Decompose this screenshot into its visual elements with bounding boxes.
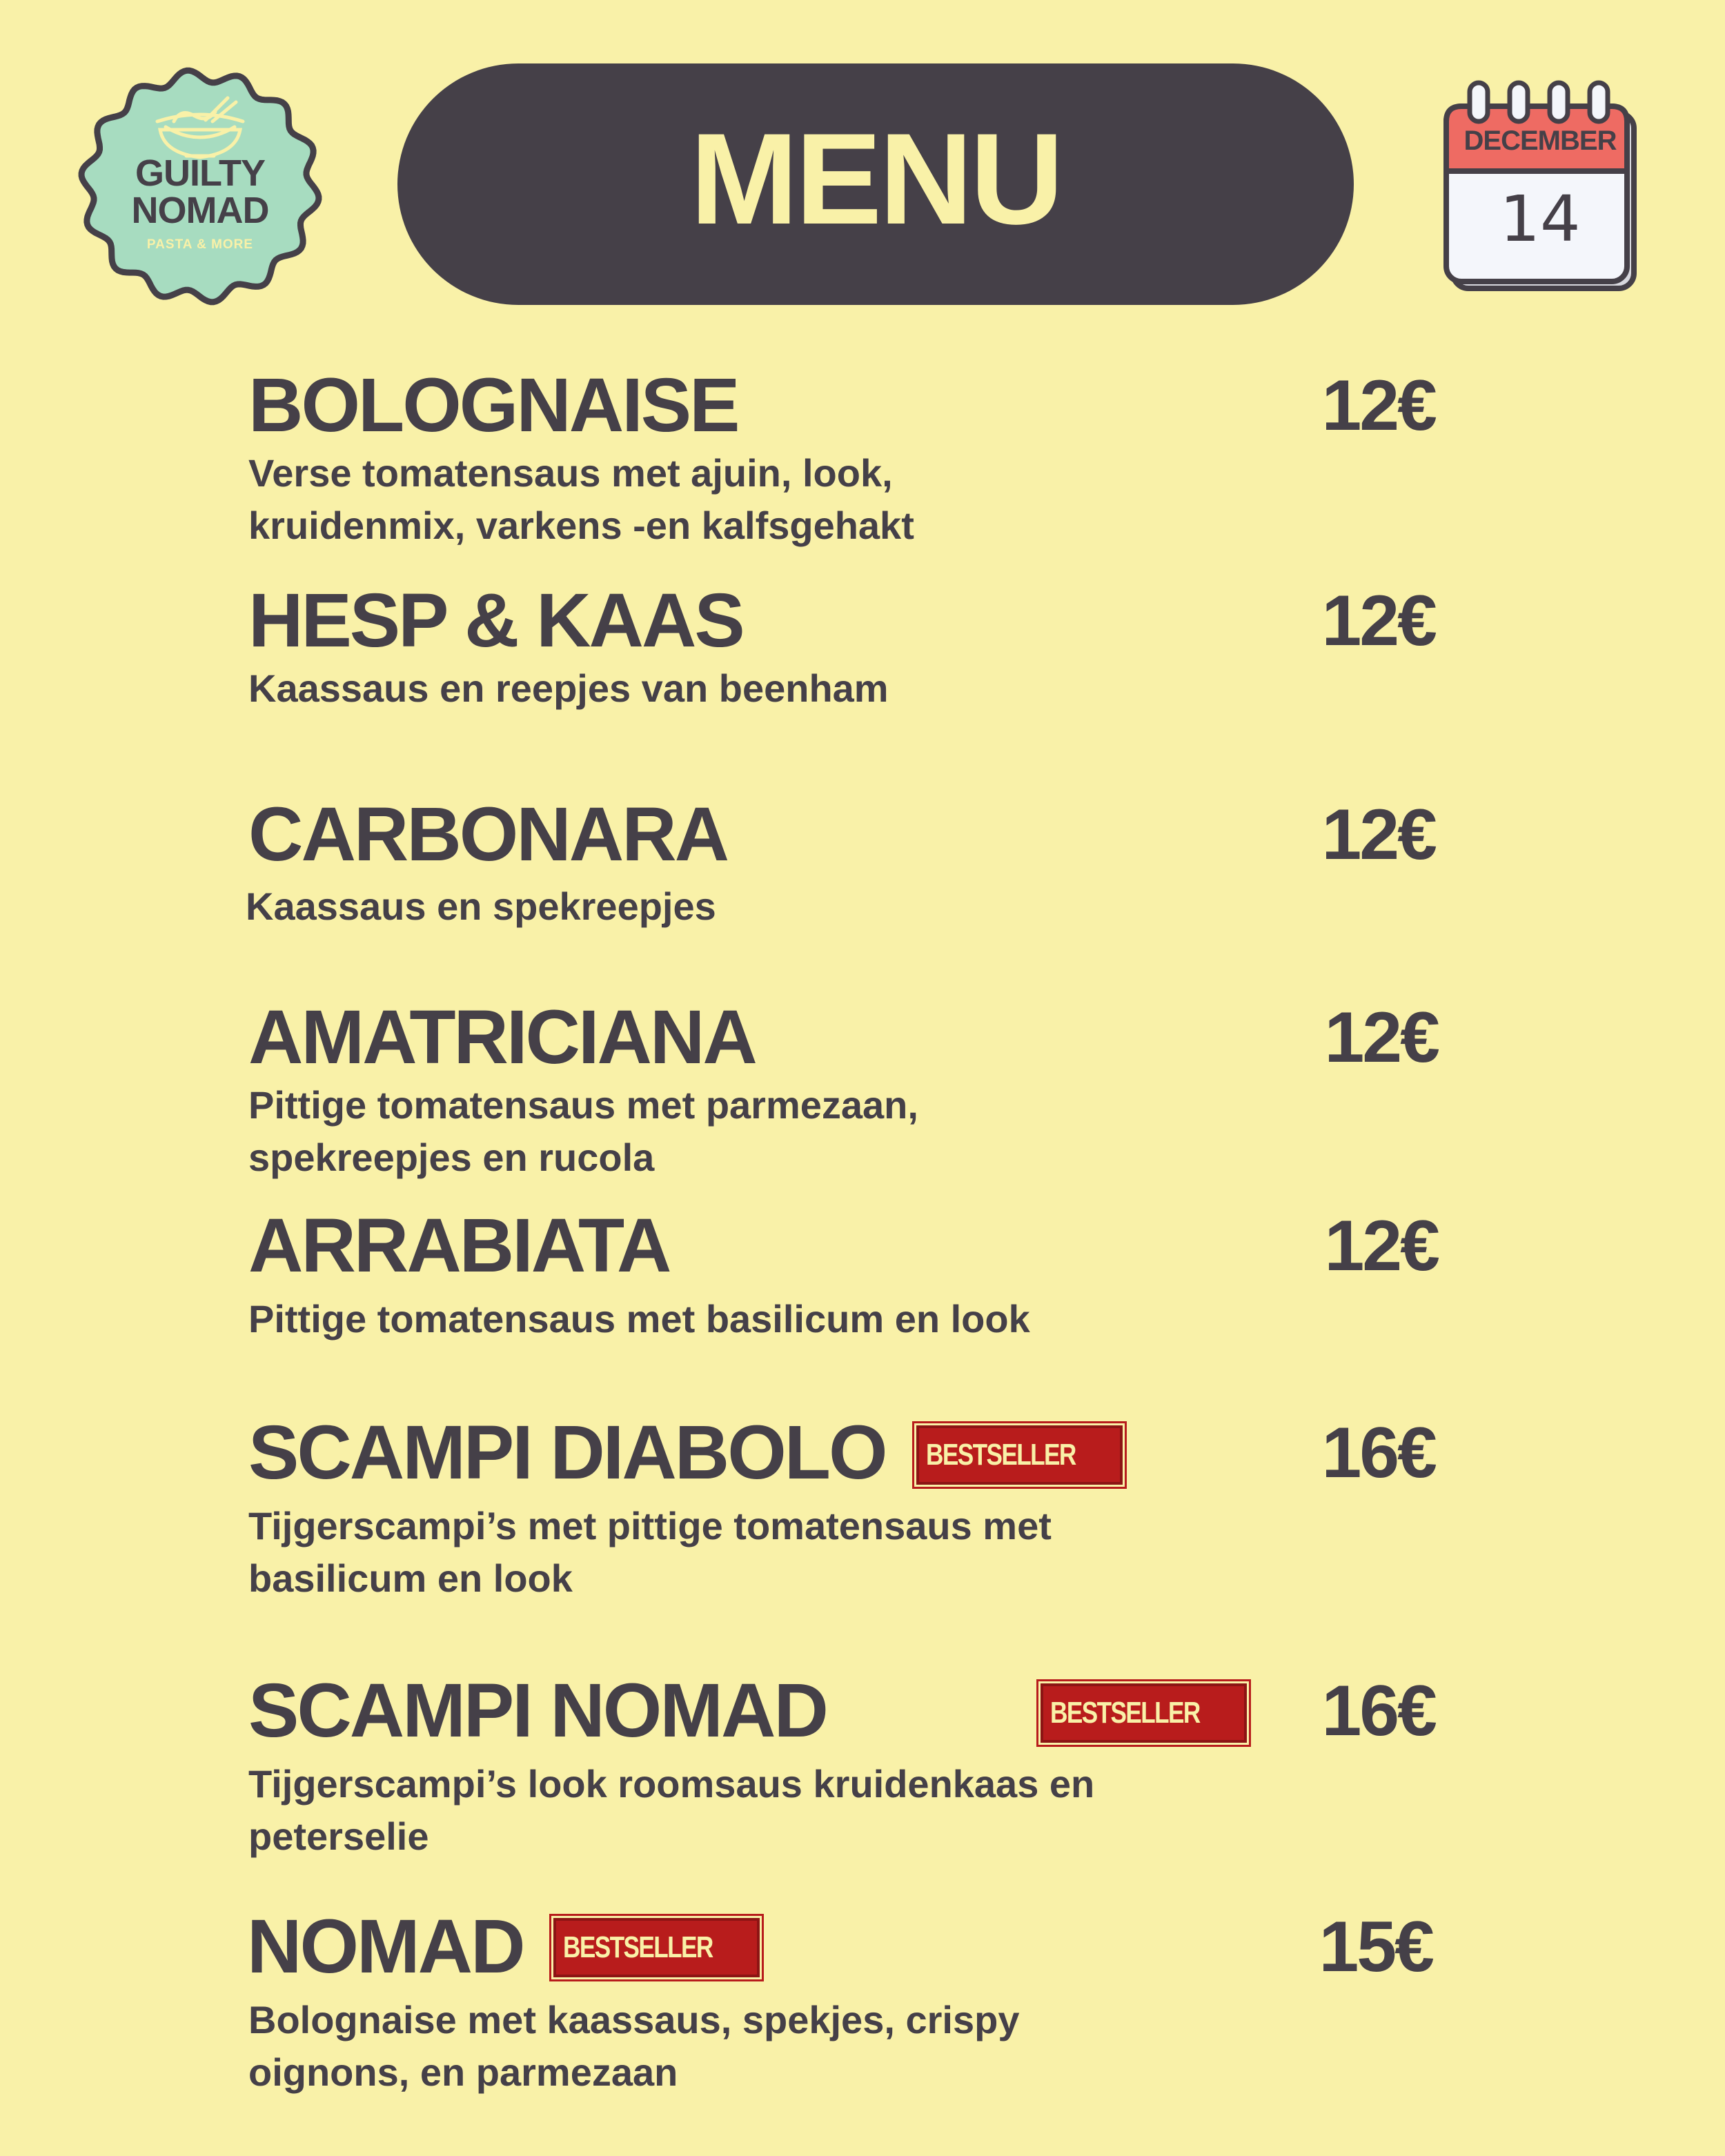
menu-item-price: 12€ — [1321, 366, 1435, 446]
menu-title-banner — [397, 63, 1354, 305]
bestseller-badge — [1041, 1683, 1247, 1743]
menu-item-price: 12€ — [1324, 998, 1438, 1078]
logo-line-guilty: GUILTY — [135, 152, 265, 194]
menu-item-price: 16€ — [1321, 1413, 1435, 1493]
menu-item-name: NOMAD — [247, 1904, 524, 1989]
menu-item-description: Kaassaus en spekreepjes — [246, 884, 716, 928]
menu-item-price: 15€ — [1319, 1907, 1432, 1987]
menu-title: MENU — [690, 106, 1061, 251]
menu-item-description: Tijgerscampi’s met pittige tomatensaus met basilicum en look — [248, 1504, 1052, 1600]
menu-item-description: Kaassaus en reepjes van beenham — [248, 666, 889, 710]
menu-item-price: 12€ — [1324, 1206, 1438, 1286]
menu-item-price: 16€ — [1321, 1671, 1435, 1751]
calendar-icon — [1442, 79, 1642, 294]
logo-tagline: PASTA & MORE — [146, 237, 254, 252]
menu-item-name: CARBONARA — [248, 792, 728, 877]
menu-item-description: Tijgerscampi’s look roomsaus kruidenkaas en peterselie — [248, 1762, 1095, 1858]
menu-item-description: Bolognaise met kaassaus, spekjes, crispy oignons, en parmezaan — [248, 1998, 1020, 2094]
menu-item-price: 12€ — [1321, 581, 1435, 661]
calendar-day: 14 — [1499, 182, 1581, 256]
bestseller-badge-label: BESTSELLER — [926, 1438, 1076, 1472]
bestseller-badge — [553, 1918, 760, 1977]
menu-item-name: AMATRICIANA — [248, 995, 756, 1080]
menu-item-description: Verse tomatensaus met ajuin, look, kruidenmix, varkens -en kalfsgehakt — [248, 451, 914, 547]
menu-item-name: BOLOGNAISE — [248, 363, 738, 448]
menu-item-price: 12€ — [1321, 795, 1435, 875]
bestseller-badge-label: BESTSELLER — [1050, 1696, 1200, 1730]
menu-item-name: HESP & KAAS — [248, 578, 743, 663]
menu-item-name: SCAMPI DIABOLO — [248, 1410, 886, 1495]
guilty-nomad-logo — [77, 66, 323, 306]
logo-line-nomad: NOMAD — [131, 190, 269, 231]
menu-item-name: SCAMPI NOMAD — [248, 1668, 827, 1753]
bestseller-badge-label: BESTSELLER — [563, 1930, 713, 1964]
bestseller-badge — [916, 1425, 1123, 1485]
menu-item-description: Pittige tomatensaus met parmezaan, spekreepjes en rucola — [248, 1083, 918, 1179]
calendar-month: DECEMBER — [1463, 126, 1617, 156]
menu-item-description: Pittige tomatensaus met basilicum en look — [248, 1297, 1030, 1341]
menu-item-name: ARRABIATA — [248, 1203, 670, 1288]
